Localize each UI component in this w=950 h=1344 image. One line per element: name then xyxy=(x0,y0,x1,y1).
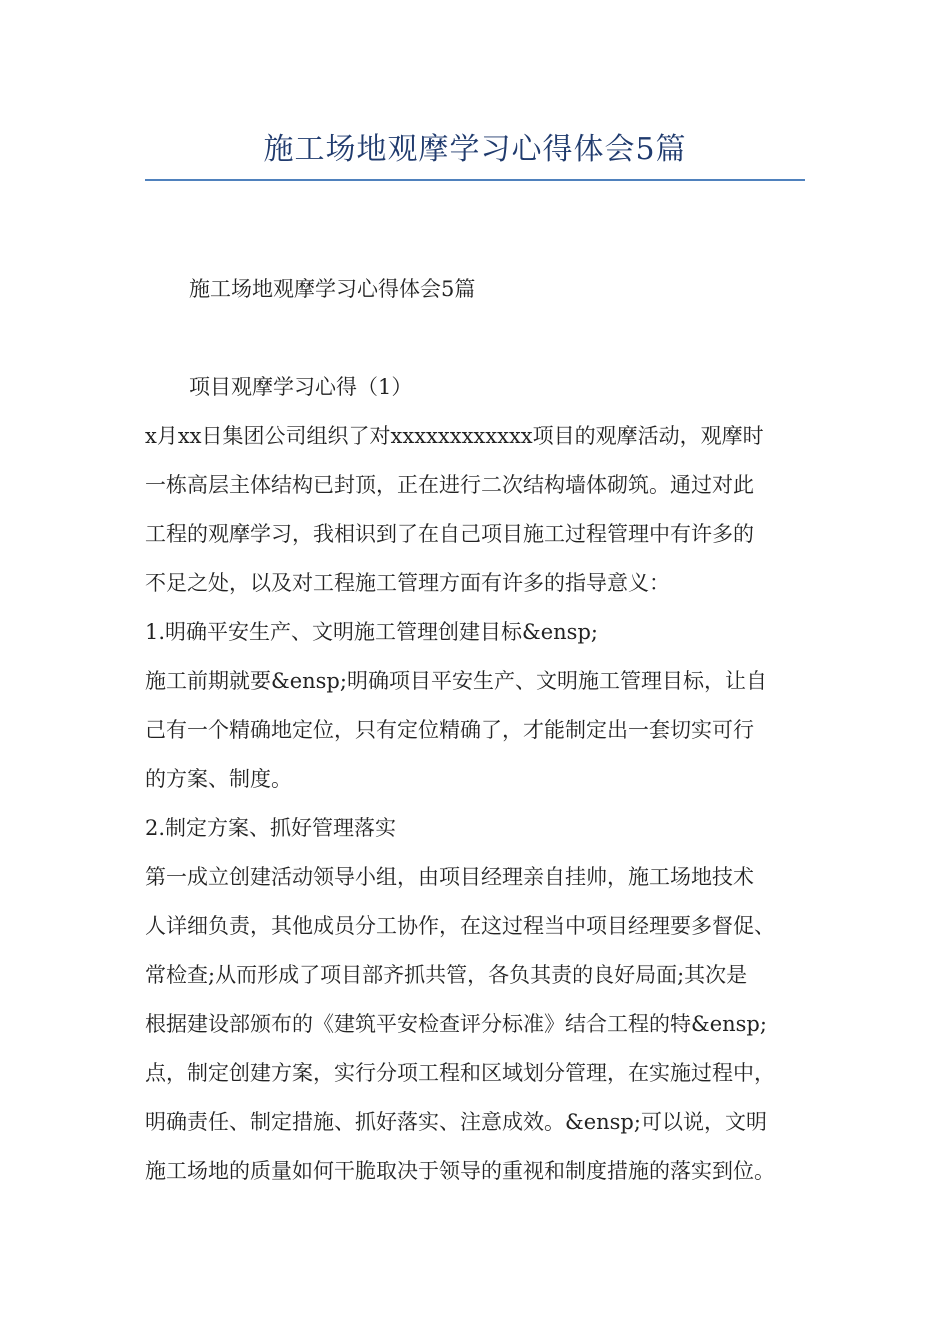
body-line: 点，制定创建方案，实行分项工程和区域划分管理，在实施过程中， xyxy=(145,1061,775,1085)
body-line: 根据建设部颁布的《建筑平安检查评分标准》结合工程的特&ensp; xyxy=(145,1012,767,1036)
body-line: 明确责任、制定措施、抓好落实、注意成效。&ensp;可以说，文明 xyxy=(145,1110,767,1134)
body-line: 施工场地的质量如何干脆取决于领导的重视和制度措施的落实到位。 xyxy=(145,1159,775,1183)
body-line: 己有一个精确地定位，只有定位精确了，才能制定出一套切实可行 xyxy=(145,718,754,742)
numbered-heading: 2.制定方案、抓好管理落实 xyxy=(145,816,397,840)
body-line: 工程的观摩学习，我相识到了在自己项目施工过程管理中有许多的 xyxy=(145,522,754,546)
body-line: 不足之处，以及对工程施工管理方面有许多的指导意义： xyxy=(145,571,670,595)
body-line: 第一成立创建活动领导小组，由项目经理亲自挂帅，施工场地技术 xyxy=(145,865,754,889)
body-line: 一栋高层主体结构已封顶，正在进行二次结构墙体砌筑。通过对此 xyxy=(145,473,754,497)
body-line: 施工前期就要&ensp;明确项目平安生产、文明施工管理目标，让自 xyxy=(145,669,767,693)
body-line: 人详细负责，其他成员分工协作，在这过程当中项目经理要多督促、 xyxy=(145,914,775,938)
body-line: x月xx日集团公司组织了对xxxxxxxxxxxx项目的观摩活动，观摩时 xyxy=(145,424,764,448)
body-line: 常检查;从而形成了项目部齐抓共管，各负其责的良好局面;其次是 xyxy=(145,963,748,987)
document-body xyxy=(145,265,825,1196)
body-line: 的方案、制度。 xyxy=(145,767,292,791)
document-title: 施工场地观摩学习心得体会5篇 xyxy=(263,132,687,167)
title-underline xyxy=(145,179,805,181)
section-heading: 项目观摩学习心得（1） xyxy=(189,375,413,399)
numbered-heading: 1.明确平安生产、文明施工管理创建目标&ensp; xyxy=(145,620,598,644)
subtitle-line: 施工场地观摩学习心得体会5篇 xyxy=(189,277,476,301)
